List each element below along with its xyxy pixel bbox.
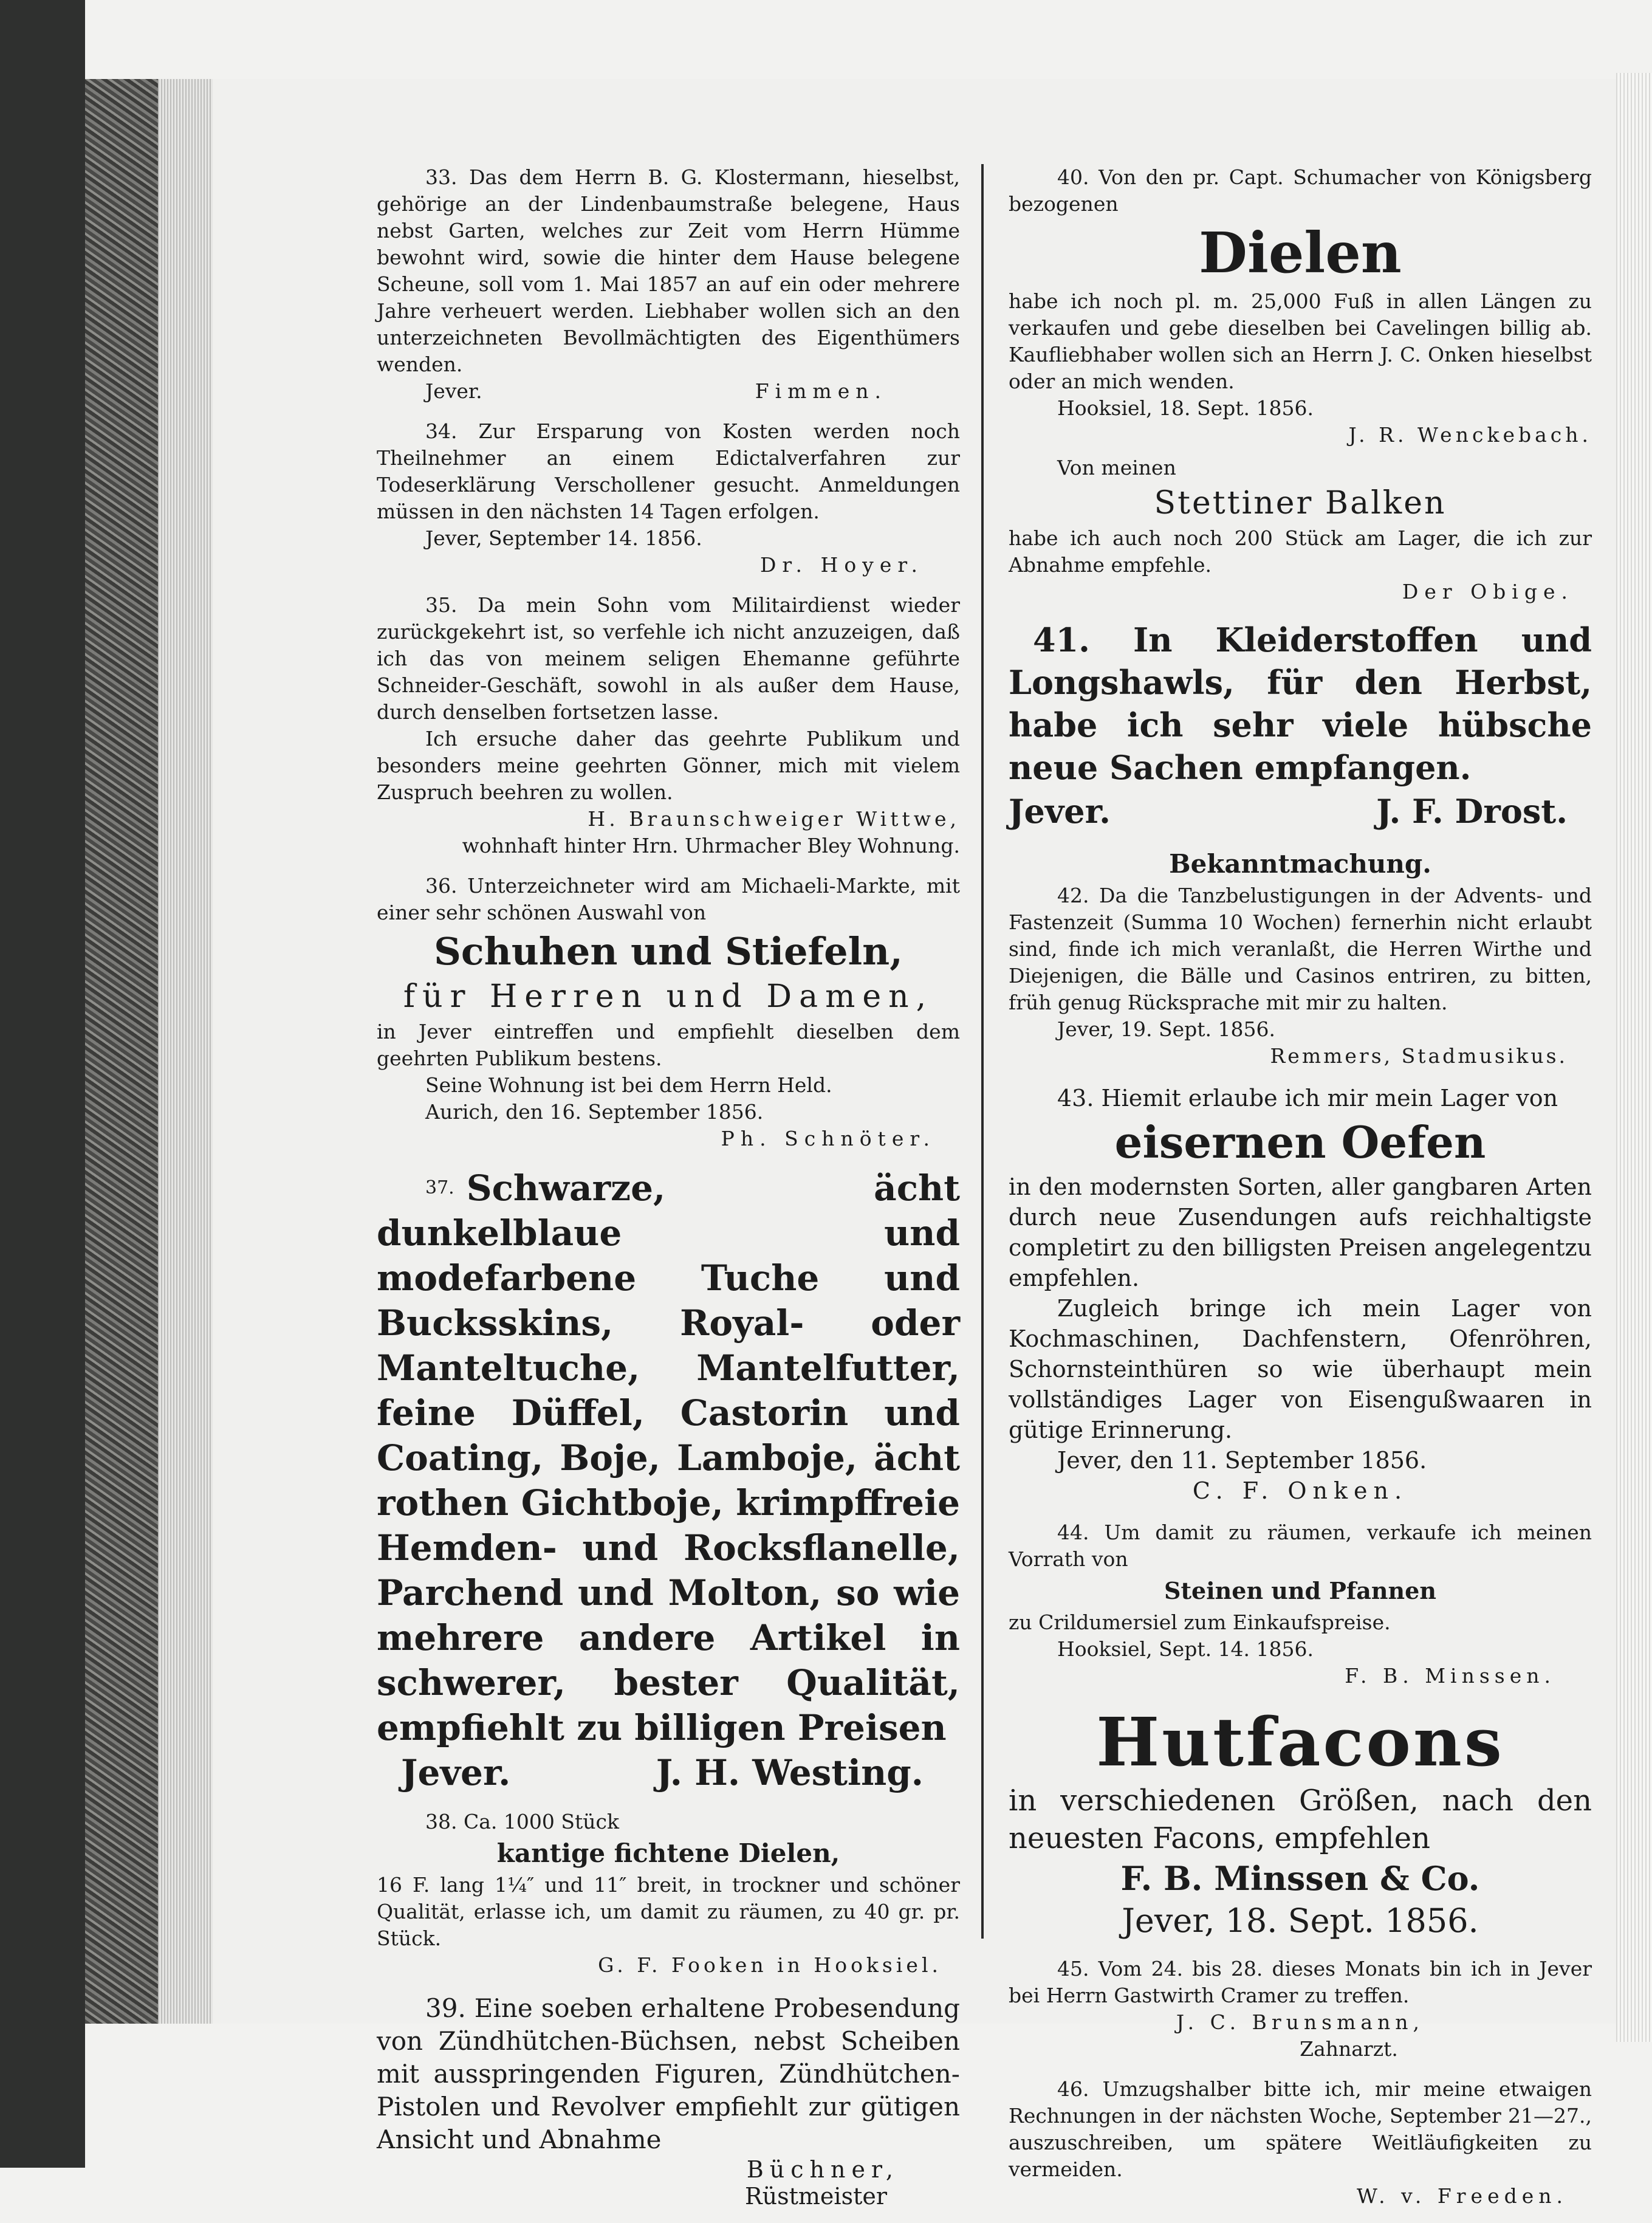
signature-row [377, 378, 960, 405]
ad-headline: eisernen Oefen [1114, 1116, 1486, 1168]
ad-text: 46. Umzugshalber bitte ich, mir meine etwaigen Rechnungen in der nächsten Woche, September 21—27., auszuschreiben, um spätere Weitläufigkeiten zu vermeiden. [1009, 2077, 1592, 2181]
column-divider [981, 164, 984, 1939]
ad-body [377, 1166, 960, 1750]
ad-signer: G. F. Fooken in Hooksiel. [598, 1953, 942, 1977]
ad-date: Hooksiel, Sept. 14. 1856. [1057, 1637, 1314, 1661]
ad-date: Jever, September 14. 1856. [425, 526, 702, 550]
ad-text-2: Ich ersuche daher das geehrte Publikum und besonders meine geehrten Gönner, mich mit vielem Zuspruch beehren zu wollen. [377, 727, 960, 804]
ad-44 [1009, 1519, 1592, 1689]
ad-text-3: Seine Wohnung ist bei dem Herrn Held. [425, 1073, 832, 1097]
ad-35 [377, 592, 960, 859]
ad-signer: H. Braunschweiger Wittwe, [588, 807, 960, 831]
ad-text: 36. Unterzeichneter wird am Michaeli-Markte, mit einer sehr schönen Auswahl von [377, 874, 960, 924]
ad-text: 35. Da mein Sohn vom Militairdienst wieder zurückgekehrt ist, so verfehle ich nicht anzuzeigen, daß ich das von meinem seligen Ehemanne geführte Schneider-Geschäft, sowohl in als außer dem Hause, durch denselben fortsetzen lasse. [377, 593, 960, 724]
ad-signer: J. F. Drost. [1376, 792, 1568, 831]
ad-text-2: in Jever eintreffen und empfiehlt dieselben dem geehrten Publikum bestens. [377, 1020, 960, 1070]
ad-text: 40. Von den pr. Capt. Schumacher von Königsberg bezogenen [1009, 165, 1592, 216]
ad-address: wohnhaft hinter Hrn. Uhrmacher Bley Wohnung. [462, 834, 960, 857]
ad-text-2: in den modernsten Sorten, aller gangbaren Arten durch neue Zusendungen aufs reichhaltigste completirt zu den billigsten Preisen angelegentzu empfehlen. [1009, 1173, 1592, 1291]
ad-hutfacons [1009, 1703, 1592, 1942]
ad-signer: J. R. Wenckebach. [1348, 423, 1592, 447]
right-column [1009, 164, 1592, 2223]
ad-41 [1009, 619, 1592, 834]
ad-text: 42. Da die Tanzbelustigungen in der Advents- und Fastenzeit (Summa 10 Wochen) fernerhin nicht erlaubt sind, finde ich mich veranlaßt, die Herren Wirthe und Diejenigen, die Bälle und Casinos entriren, zu bitten, früh genug Rücksprache mit mir zu halten. [1009, 884, 1592, 1014]
ad-text: in verschiedenen Größen, nach den neuesten Facons, empfehlen [1009, 1784, 1592, 1855]
ad-signer: W. v. Freeden. [1357, 2184, 1568, 2208]
ad-text-4: habe ich auch noch 200 Stück am Lager, die ich zur Abnahme empfehle. [1009, 526, 1592, 577]
ad-signer: Fimmen. [755, 379, 887, 403]
ad-title: Zahnarzt. [1300, 2037, 1398, 2061]
ad-34 [377, 418, 960, 579]
ad-headline: Hutfacons [1096, 1703, 1504, 1781]
ad-date: Jever, den 11. September 1856. [1057, 1447, 1427, 1474]
ad-signer: Remmers, Stadmusikus. [1270, 1044, 1568, 1068]
ad-place: Jever. [1009, 792, 1111, 831]
ad-36 [377, 873, 960, 1152]
ad-signer: Büchner, [746, 2156, 899, 2183]
ad-headline: Schuhen und Stiefeln, [434, 929, 903, 974]
ad-text-2: 16 F. lang 1¼″ und 11″ breit, in trockner und schöner Qualität, erlasse ich, um damit zu räumen, zu 40 gr. pr. Stück. [377, 1873, 960, 1950]
ad-text: 45. Vom 24. bis 28. dieses Monats bin ich in Jever bei Herrn Gastwirth Cramer zu treffen. [1009, 1957, 1592, 2007]
ad-headline: kantige fichtene Dielen, [496, 1838, 840, 1868]
ad-date: Hooksiel, 18. Sept. 1856. [1057, 396, 1314, 420]
ad-signer: J. H. Westing. [656, 1752, 924, 1793]
ad-text: 43. Hiemit erlaube ich mir mein Lager von [1057, 1085, 1558, 1112]
ad-text: 33. Das dem Herrn B. G. Klostermann, hieselbst, gehörige an der Lindenbaumstraße belegene, Haus nebst Garten, welches zur Zeit vom Herrn Hümme bewohnt wird, sowie die hinter dem Hause belegene Scheune, soll vom 1. Mai 1857 an auf ein oder mehrere Jahre verheuert werden. Liebhaber wollen sich an den unterzeichneten Bevollmächtigten des Eigenthümers wenden. [377, 165, 960, 376]
ad-text: 39. Eine soeben erhaltene Probesendung von Zündhütchen-Büchsen, nebst Scheiben mit ausspringenden Figuren, Zündhütchen-Pistolen und Revolver empfiehlt zur gütigen Ansicht und Abnahme [377, 1993, 960, 2154]
ad-signer: J. C. Brunsmann, [1176, 2010, 1425, 2034]
page-stack-edge [158, 79, 213, 2024]
ad-headline-2: für Herren und Damen, [403, 978, 934, 1015]
ad-text: 34. Zur Ersparung von Kosten werden noch Theilnehmer an einem Edictalverfahren zur Todeserklärung Verschollener gesucht. Anmeldungen müssen in den nächsten 14 Tagen erfolgen. [377, 419, 960, 523]
ad-signer-2: Der Obige. [1402, 580, 1574, 603]
ad-text-3: Zugleich bringe ich mein Lager von Kochmaschinen, Dachfenstern, Ofenröhren, Schornsteinthüren so wie überhaupt mein vollständiges Lager von Eisengußwaaren in gütige Erinnerung. [1009, 1295, 1592, 1443]
ad-46 [1009, 2076, 1592, 2210]
left-column [377, 164, 960, 2223]
ad-42 [1009, 847, 1592, 1070]
ad-headline: Dielen [1199, 220, 1402, 286]
signature-row [1009, 789, 1592, 834]
ad-40 [1009, 164, 1592, 605]
ad-text: Schwarze, ächt dunkelblaue und modefarbene Tuche und Bucksskins, Royal- oder Manteltuche, Mantelfutter, feine Düffel, Castorin und Coating, Boje, Lamboje, ächt rothen Gichtboje, krimpffreie Hemden- und Rocksflanelle, Parchend und Molton, so wie mehrere andere Artikel in schwerer, bester Qualität, empfiehlt zu billigen Preisen [377, 1167, 960, 1748]
ad-signer: C. F. Onken. [1192, 1477, 1408, 1504]
ad-37 [377, 1166, 960, 1795]
marbled-cover [85, 79, 158, 2024]
ad-date: Jever, 19. Sept. 1856. [1057, 1017, 1276, 1041]
right-page-edge [1616, 73, 1652, 2042]
ad-headline-2: Stettiner Balken [1154, 485, 1447, 521]
ad-firm: F. B. Minssen & Co. [1120, 1859, 1480, 1898]
ad-signer: Ph. Schnöter. [721, 1127, 936, 1150]
ad-text: 38. Ca. 1000 Stück [425, 1810, 619, 1833]
ad-date: Jever, 18. Sept. 1856. [1122, 1902, 1479, 1940]
ad-place: Jever. [401, 1752, 511, 1793]
signature-row [377, 1750, 960, 1795]
ad-text-2: habe ich noch pl. m. 25,000 Fuß in allen Längen zu verkaufen und gebe dieselben bei Cavelingen billig ab. Kaufliebhaber wollen sich an Herrn J. C. Onken hieselbst oder an mich wenden. [1009, 289, 1592, 393]
ad-date: Aurich, den 16. September 1856. [425, 1100, 764, 1124]
ad-place: Jever. [425, 379, 482, 403]
ad-signer: Dr. Hoyer. [759, 553, 924, 577]
ad-45 [1009, 1956, 1592, 2063]
ad-signer: F. B. Minssen. [1345, 1664, 1555, 1688]
ad-text-2: zu Crildumersiel zum Einkaufspreise. [1009, 1610, 1391, 1634]
ad-headline: Steinen und Pfannen [1164, 1577, 1436, 1604]
ad-text: 44. Um damit zu räumen, verkaufe ich meinen Vorrath von [1009, 1520, 1592, 1571]
ad-33 [377, 164, 960, 405]
ad-text-3: Von meinen [1057, 456, 1176, 479]
ad-43 [1009, 1083, 1592, 1506]
book-cover-edge [0, 0, 85, 2168]
ad-39 [377, 1992, 960, 2210]
ad-number: 37. [425, 1177, 454, 1198]
ad-text: 41. In Kleiderstoffen und Longshawls, für den Herbst, habe ich sehr viele hübsche neue Sachen empfangen. [1009, 620, 1592, 787]
ad-38 [377, 1809, 960, 1979]
ad-headline: Bekanntmachung. [1169, 849, 1431, 879]
ad-title: Rüstmeister [745, 2183, 887, 2210]
